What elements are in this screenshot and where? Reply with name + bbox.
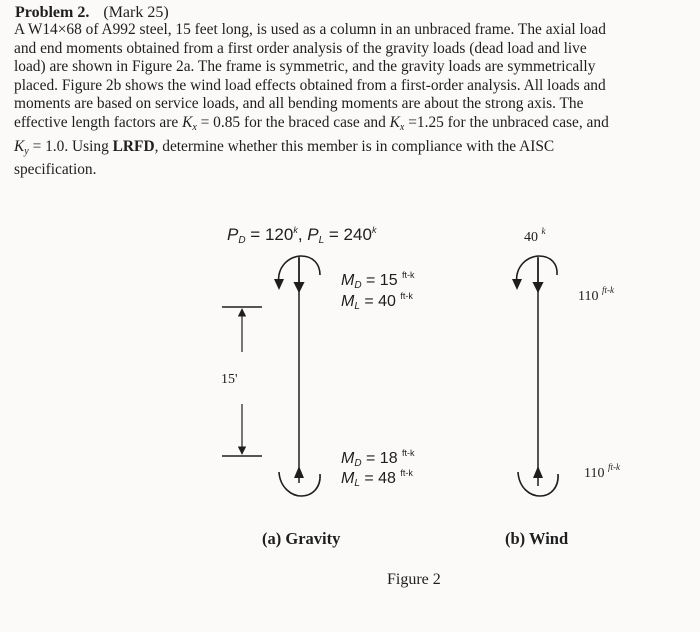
statement-line: A W14×68 of A992 steel, 15 feet long, is used as a column in an unbraced frame. The axial load: [14, 21, 606, 38]
value: 40: [524, 230, 538, 245]
unit: ft-k: [400, 468, 413, 478]
subscript-L: L: [354, 301, 360, 312]
statement-line: moments are based on service loads, and all bending moments are about the strong axis. The: [14, 95, 584, 113]
statement-line: and end moments obtained from a first order analysis of the gravity loads (dead load and live: [14, 39, 587, 57]
statement-text: =1.25 for the unbraced case, and: [404, 113, 609, 131]
symbol-M: M: [341, 293, 355, 310]
problem-marks: (Mark 25): [103, 4, 169, 21]
kx-subscript: x: [192, 121, 197, 133]
gravity-caption: (a) Gravity: [262, 529, 341, 548]
statement-line: load) are shown in Figure 2a. The frame is symmetric, and the gravity loads are symmetrically: [14, 58, 596, 76]
wind-top-moment-arc: [517, 256, 558, 285]
statement-text: effective length factors are: [14, 113, 183, 131]
lrfd-bold: LRFD: [112, 137, 155, 155]
separator: ,: [297, 225, 308, 244]
subscript-L: L: [354, 478, 360, 489]
gravity-axial-load-label: [227, 225, 376, 246]
unit: ft-k: [607, 462, 620, 472]
problem-label: Problem 2.: [15, 4, 90, 21]
column-length-label: 15': [221, 372, 238, 387]
ky-symbol: K: [14, 137, 25, 155]
unit: ft-k: [402, 270, 415, 280]
unit: ft-k: [402, 448, 415, 458]
gravity-top-MD-label: [341, 270, 415, 291]
statement-text: = 1.0. Using: [28, 137, 113, 155]
value: = 48: [359, 470, 401, 487]
statement-line: specification.: [14, 161, 97, 179]
statement-text: = 0.85 for the braced case and: [196, 113, 390, 131]
unit-k: k: [541, 226, 546, 236]
gravity-top-ML-label: [341, 291, 413, 312]
ky-subscript: y: [24, 145, 29, 157]
kx-subscript: x: [399, 121, 405, 133]
unit: ft-k: [601, 285, 614, 295]
symbol-P: P: [227, 225, 239, 244]
symbol-M: M: [341, 272, 355, 289]
gravity-bottom-ML-label: [341, 468, 413, 489]
kx-symbol: K: [182, 113, 193, 131]
value: = 15: [361, 272, 403, 289]
statement-text: , determine whether this member is in compliance with the AISC: [154, 137, 555, 155]
wind-caption: (b) Wind: [505, 529, 569, 548]
value: = 40: [359, 293, 401, 310]
value: = 18: [361, 450, 403, 467]
subscript-D: D: [354, 458, 362, 469]
gravity-bottom-moment-arrowhead: [294, 466, 304, 478]
wind-bottom-moment-label: [584, 462, 620, 482]
subscript-D: D: [238, 235, 246, 246]
figure-title: Figure 2: [387, 571, 441, 588]
wind-top-moment-arrowhead: [512, 279, 522, 290]
value-PD: = 120: [245, 225, 294, 244]
wind-bottom-moment-arrowhead: [533, 466, 543, 478]
unit-k: k: [371, 225, 377, 235]
gravity-bottom-MD-label: [341, 448, 415, 469]
kx-symbol: K: [389, 113, 400, 131]
unit: ft-k: [400, 291, 413, 301]
gravity-top-moment-arrowhead: [274, 279, 284, 290]
value: 110: [584, 466, 605, 481]
subscript-L: L: [318, 235, 325, 246]
symbol-P: P: [307, 225, 319, 244]
subscript-D: D: [354, 280, 362, 291]
statement-line: placed. Figure 2b shows the wind load effects obtained from a first-order analysis. All loads and: [14, 76, 606, 94]
symbol-M: M: [341, 470, 355, 487]
value: 110: [578, 289, 599, 304]
unit-k: k: [293, 225, 298, 235]
value-PL: = 240: [324, 225, 372, 244]
symbol-M: M: [341, 450, 355, 467]
wind-top-moment-label: [578, 285, 614, 305]
wind-axial-load-label: [524, 226, 546, 246]
